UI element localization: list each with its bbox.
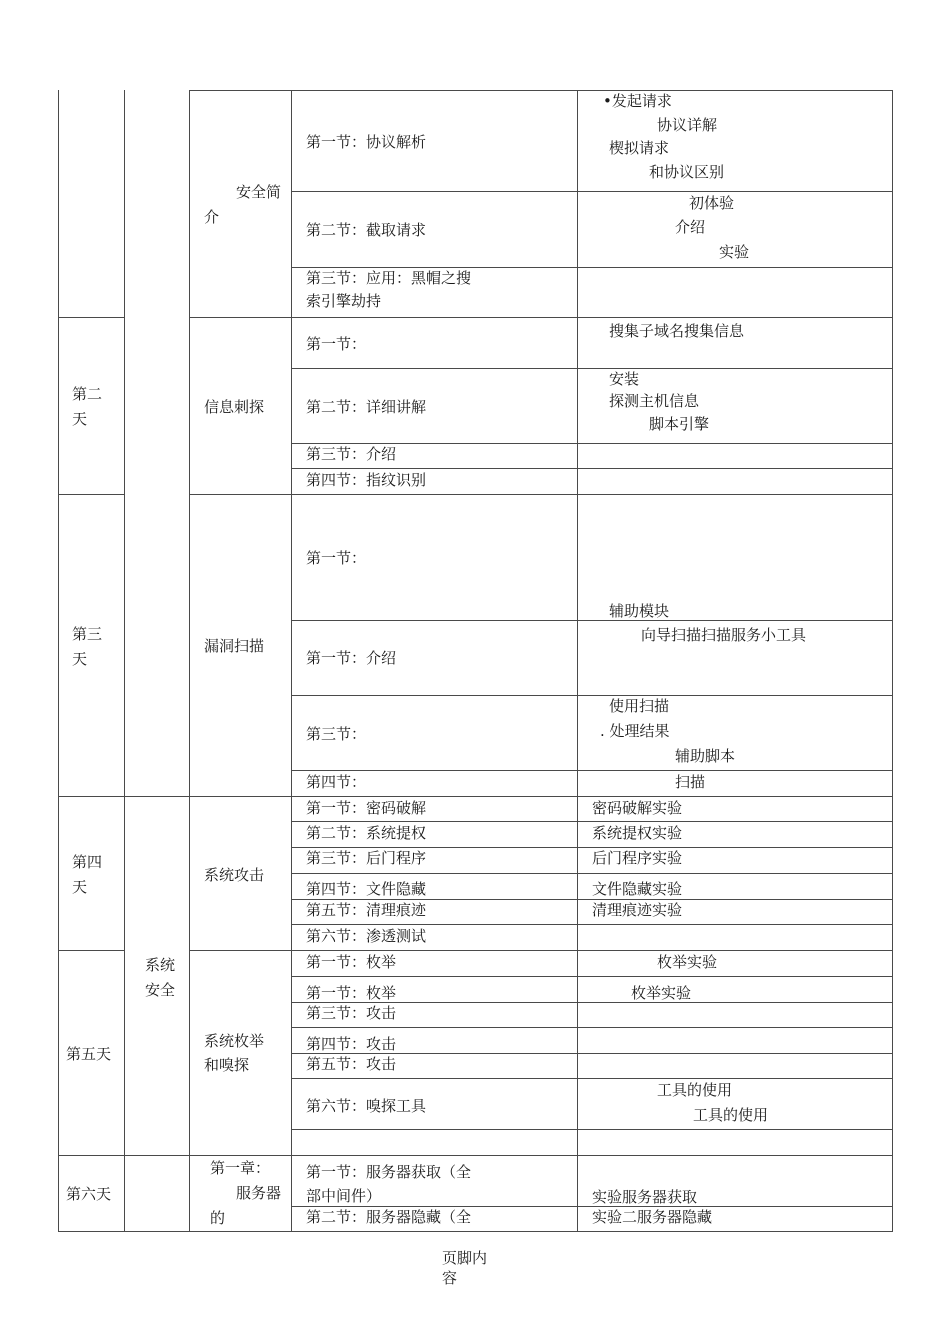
grid-line xyxy=(291,821,893,822)
module-label: 漏洞扫描 xyxy=(204,637,265,655)
section-label: 第一节：枚举 xyxy=(306,984,397,1002)
content-text: 枚举实验 xyxy=(657,953,718,971)
section-label: 第二节：服务器隐藏（全 xyxy=(306,1208,472,1226)
section-label: 第一节：服务器获取（全 xyxy=(306,1163,472,1181)
grid-line xyxy=(58,796,893,797)
module-label: 和嗅探 xyxy=(204,1056,250,1074)
content-text: 向导扫描扫描服务小工具 xyxy=(641,626,807,644)
category-label: 安全 xyxy=(145,981,176,999)
module-label: 安全简 xyxy=(236,183,282,201)
section-label: 第六节：嗅探工具 xyxy=(306,1097,427,1115)
content-text: 协议详解 xyxy=(657,116,718,134)
section-label: 第一节：密码破解 xyxy=(306,799,427,817)
page-footer: 页脚内 xyxy=(442,1249,488,1267)
day-label: 天 xyxy=(72,878,88,896)
content-text: 系统提权实验 xyxy=(592,824,683,842)
section-label: 第六节：渗透测试 xyxy=(306,927,427,945)
section-label: 第二节：截取请求 xyxy=(306,221,427,239)
page-footer: 容 xyxy=(442,1269,458,1287)
grid-line xyxy=(291,90,292,1232)
grid-line xyxy=(291,1078,893,1079)
content-text: 初体验 xyxy=(689,194,735,212)
day-label: 第三 xyxy=(72,625,103,643)
grid-line xyxy=(892,90,893,1232)
section-label: 第三节：介绍 xyxy=(306,445,397,463)
content-text: 搜集子域名搜集信息 xyxy=(609,322,745,340)
category-label: 系统 xyxy=(145,956,176,974)
section-label: 第四节：指纹识别 xyxy=(306,471,427,489)
module-label: 服务器 xyxy=(236,1184,282,1202)
content-text: 清理痕迹实验 xyxy=(592,901,683,919)
grid-line xyxy=(291,873,893,874)
section-label: 第三节：应用：黑帽之搜 xyxy=(306,269,472,287)
module-label: 的 xyxy=(210,1209,226,1227)
content-text: 文件隐藏实验 xyxy=(592,880,683,898)
section-label: 部中间件） xyxy=(306,1187,382,1205)
section-label: 第三节： xyxy=(306,725,367,743)
grid-line xyxy=(58,317,125,318)
content-text: 实验二服务器隐藏 xyxy=(592,1208,713,1226)
grid-line xyxy=(291,368,893,369)
module-label: 系统枚举 xyxy=(204,1032,265,1050)
grid-line xyxy=(189,317,893,318)
section-label: 索引擎劫持 xyxy=(306,292,382,310)
grid-line xyxy=(58,1155,893,1156)
grid-line xyxy=(58,90,59,1232)
section-label: 第一节： xyxy=(306,549,367,567)
grid-line xyxy=(124,90,125,1232)
section-label: 第二节：系统提权 xyxy=(306,824,427,842)
content-text: 后门程序实验 xyxy=(592,849,683,867)
grid-line xyxy=(291,1027,893,1028)
grid-line xyxy=(189,90,893,91)
grid-line xyxy=(291,191,893,192)
section-label: 第一节： xyxy=(306,335,367,353)
grid-line xyxy=(291,468,893,469)
grid-line xyxy=(291,770,893,771)
content-text: 脚本引擎 xyxy=(649,415,710,433)
grid-line xyxy=(189,494,893,495)
content-text: 辅助脚本 xyxy=(675,747,736,765)
content-text: •发起请求 xyxy=(603,92,672,110)
section-label: 第四节： xyxy=(306,773,367,791)
grid-line xyxy=(189,90,190,1232)
grid-line xyxy=(58,1231,893,1232)
section-label: 第五节：攻击 xyxy=(306,1055,397,1073)
grid-line xyxy=(291,1129,893,1130)
content-text: 工具的使用 xyxy=(657,1081,733,1099)
section-label: 第二节：详细讲解 xyxy=(306,398,427,416)
day-label: 第四 xyxy=(72,853,103,871)
section-label: 第一节：介绍 xyxy=(306,649,397,667)
day-label: 第六天 xyxy=(66,1185,112,1203)
content-text: 工具的使用 xyxy=(693,1106,769,1124)
content-text: 密码破解实验 xyxy=(592,799,683,817)
section-label: 第四节：文件隐藏 xyxy=(306,880,427,898)
day-label: 第五天 xyxy=(66,1045,112,1063)
grid-line xyxy=(291,924,893,925)
section-label: 第三节：攻击 xyxy=(306,1004,397,1022)
section-label: 第一节：枚举 xyxy=(306,953,397,971)
section-label: 第一节：协议解析 xyxy=(306,133,427,151)
grid-line xyxy=(291,976,893,977)
content-text: 枚举实验 xyxy=(631,984,692,1002)
day-label: 天 xyxy=(72,410,88,428)
module-label: 信息刺探 xyxy=(204,398,265,416)
grid-line xyxy=(577,90,578,1232)
section-label: 第四节：攻击 xyxy=(306,1035,397,1053)
day-label: 第二 xyxy=(72,385,103,403)
grid-line xyxy=(291,695,893,696)
content-text: 实验服务器获取 xyxy=(592,1188,698,1206)
grid-line xyxy=(58,950,125,951)
module-label: 介 xyxy=(204,208,220,226)
module-label: 第一章： xyxy=(210,1159,271,1177)
content-text: 辅助模块 xyxy=(609,602,670,620)
section-label: 第三节：后门程序 xyxy=(306,849,427,867)
module-label: 系统攻击 xyxy=(204,866,265,884)
content-text: 实验 xyxy=(719,243,750,261)
day-label: 天 xyxy=(72,650,88,668)
content-text: 介绍 xyxy=(675,218,706,236)
content-text: 楔拟请求 xyxy=(609,139,670,157)
content-text: 安装 xyxy=(609,370,640,388)
content-text: 和协议区别 xyxy=(649,163,725,181)
content-text: 探测主机信息 xyxy=(609,392,700,410)
grid-line xyxy=(189,950,893,951)
content-text: 扫描 xyxy=(675,773,706,791)
grid-line xyxy=(291,620,893,621)
content-text: 使用扫描 xyxy=(609,697,670,715)
section-label: 第五节：清理痕迹 xyxy=(306,901,427,919)
content-text: . 处理结果 xyxy=(600,722,670,740)
grid-line xyxy=(58,494,125,495)
